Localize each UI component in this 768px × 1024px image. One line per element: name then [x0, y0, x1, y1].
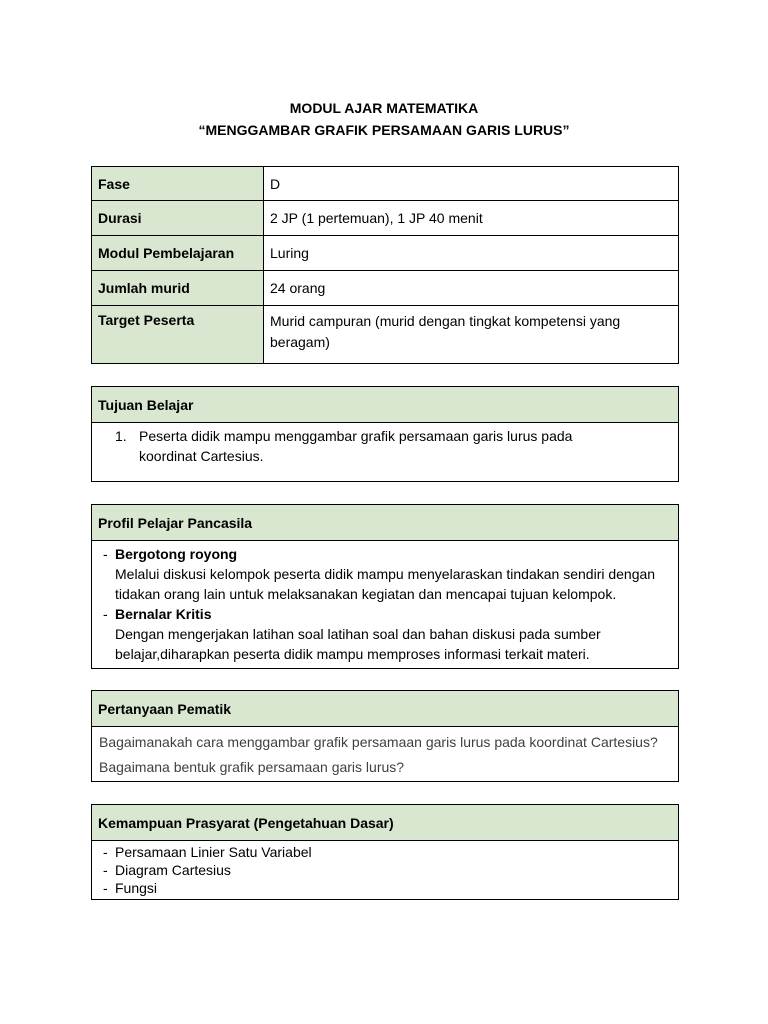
- list-item: [93, 604, 674, 664]
- info-label: Jumlah murid: [92, 271, 264, 306]
- profil-pancasila-table: [91, 504, 679, 669]
- list-text: Persamaan Linier Satu Variabel: [115, 844, 312, 860]
- list-number: 1.: [115, 428, 127, 444]
- list-text: Fungsi: [115, 880, 158, 896]
- info-value: Luring: [264, 236, 679, 271]
- prasyarat-list: [92, 841, 679, 900]
- tujuan-belajar-table: [91, 386, 679, 482]
- section-heading: Kemampuan Prasyarat (Pengetahuan Dasar): [92, 805, 679, 841]
- info-value: Murid campuran (murid dengan tingkat kompetensi yang beragam): [264, 306, 679, 364]
- info-row-target: [92, 306, 679, 364]
- info-table: [91, 166, 679, 364]
- pematik-questions: [92, 727, 679, 782]
- section-heading: Tujuan Belajar: [92, 387, 679, 423]
- info-row-modul: [92, 236, 679, 271]
- profil-text: Dengan mengerjakan latihan soal latihan soal dan bahan diskusi pada sumber belajar,diharapkan peserta didik mampu memproses informasi terkait materi.: [115, 626, 601, 662]
- question-item: Bagaimana bentuk grafik persamaan garis lurus?: [99, 759, 405, 775]
- list-dash: -: [103, 606, 108, 622]
- list-item: [93, 843, 677, 861]
- profil-text: Melalui diskusi kelompok peserta didik mampu menyelaraskan tindakan sendiri dengan tidakan orang lain untuk melaksanakan kegiatan dan mencapai tujuan kelompok.: [115, 566, 656, 602]
- list-text: Peserta didik mampu menggambar grafik persamaan garis lurus pada koordinat Cartesius.: [139, 428, 573, 464]
- info-row-fase: [92, 167, 679, 201]
- kemampuan-prasyarat-table: [91, 804, 679, 900]
- info-label: Target Peserta: [92, 306, 264, 364]
- profil-list: [92, 541, 679, 669]
- info-row-durasi: [92, 201, 679, 236]
- section-heading: Profil Pelajar Pancasila: [92, 505, 679, 541]
- pertanyaan-pematik-table: [91, 690, 679, 782]
- info-value: 2 JP (1 pertemuan), 1 JP 40 menit: [264, 201, 679, 236]
- info-row-jumlah: [92, 271, 679, 306]
- info-value: D: [264, 167, 679, 201]
- list-dash: -: [103, 862, 108, 878]
- list-item: [93, 879, 677, 897]
- list-dash: -: [103, 880, 108, 896]
- info-label: Durasi: [92, 201, 264, 236]
- document-title-line-2: “MENGGAMBAR GRAFIK PERSAMAAN GARIS LURUS”: [198, 122, 570, 138]
- list-dash: -: [103, 546, 108, 562]
- profil-title: Bergotong royong: [115, 546, 238, 562]
- profil-title: Bernalar Kritis: [115, 606, 212, 622]
- info-value: 24 orang: [264, 271, 679, 306]
- document-title-line-1: MODUL AJAR MATEMATIKA: [289, 100, 479, 116]
- section-heading: Pertanyaan Pematik: [92, 691, 679, 727]
- info-label: Modul Pembelajaran: [92, 236, 264, 271]
- list-text: Diagram Cartesius: [115, 862, 231, 878]
- list-item: [93, 861, 677, 879]
- list-dash: -: [103, 844, 108, 860]
- info-label: Fase: [92, 167, 264, 201]
- tujuan-list: [92, 423, 679, 482]
- list-item: [93, 424, 677, 466]
- list-item: [93, 544, 674, 604]
- question-item: Bagaimanakah cara menggambar grafik persamaan garis lurus pada koordinat Cartesius?: [99, 734, 658, 750]
